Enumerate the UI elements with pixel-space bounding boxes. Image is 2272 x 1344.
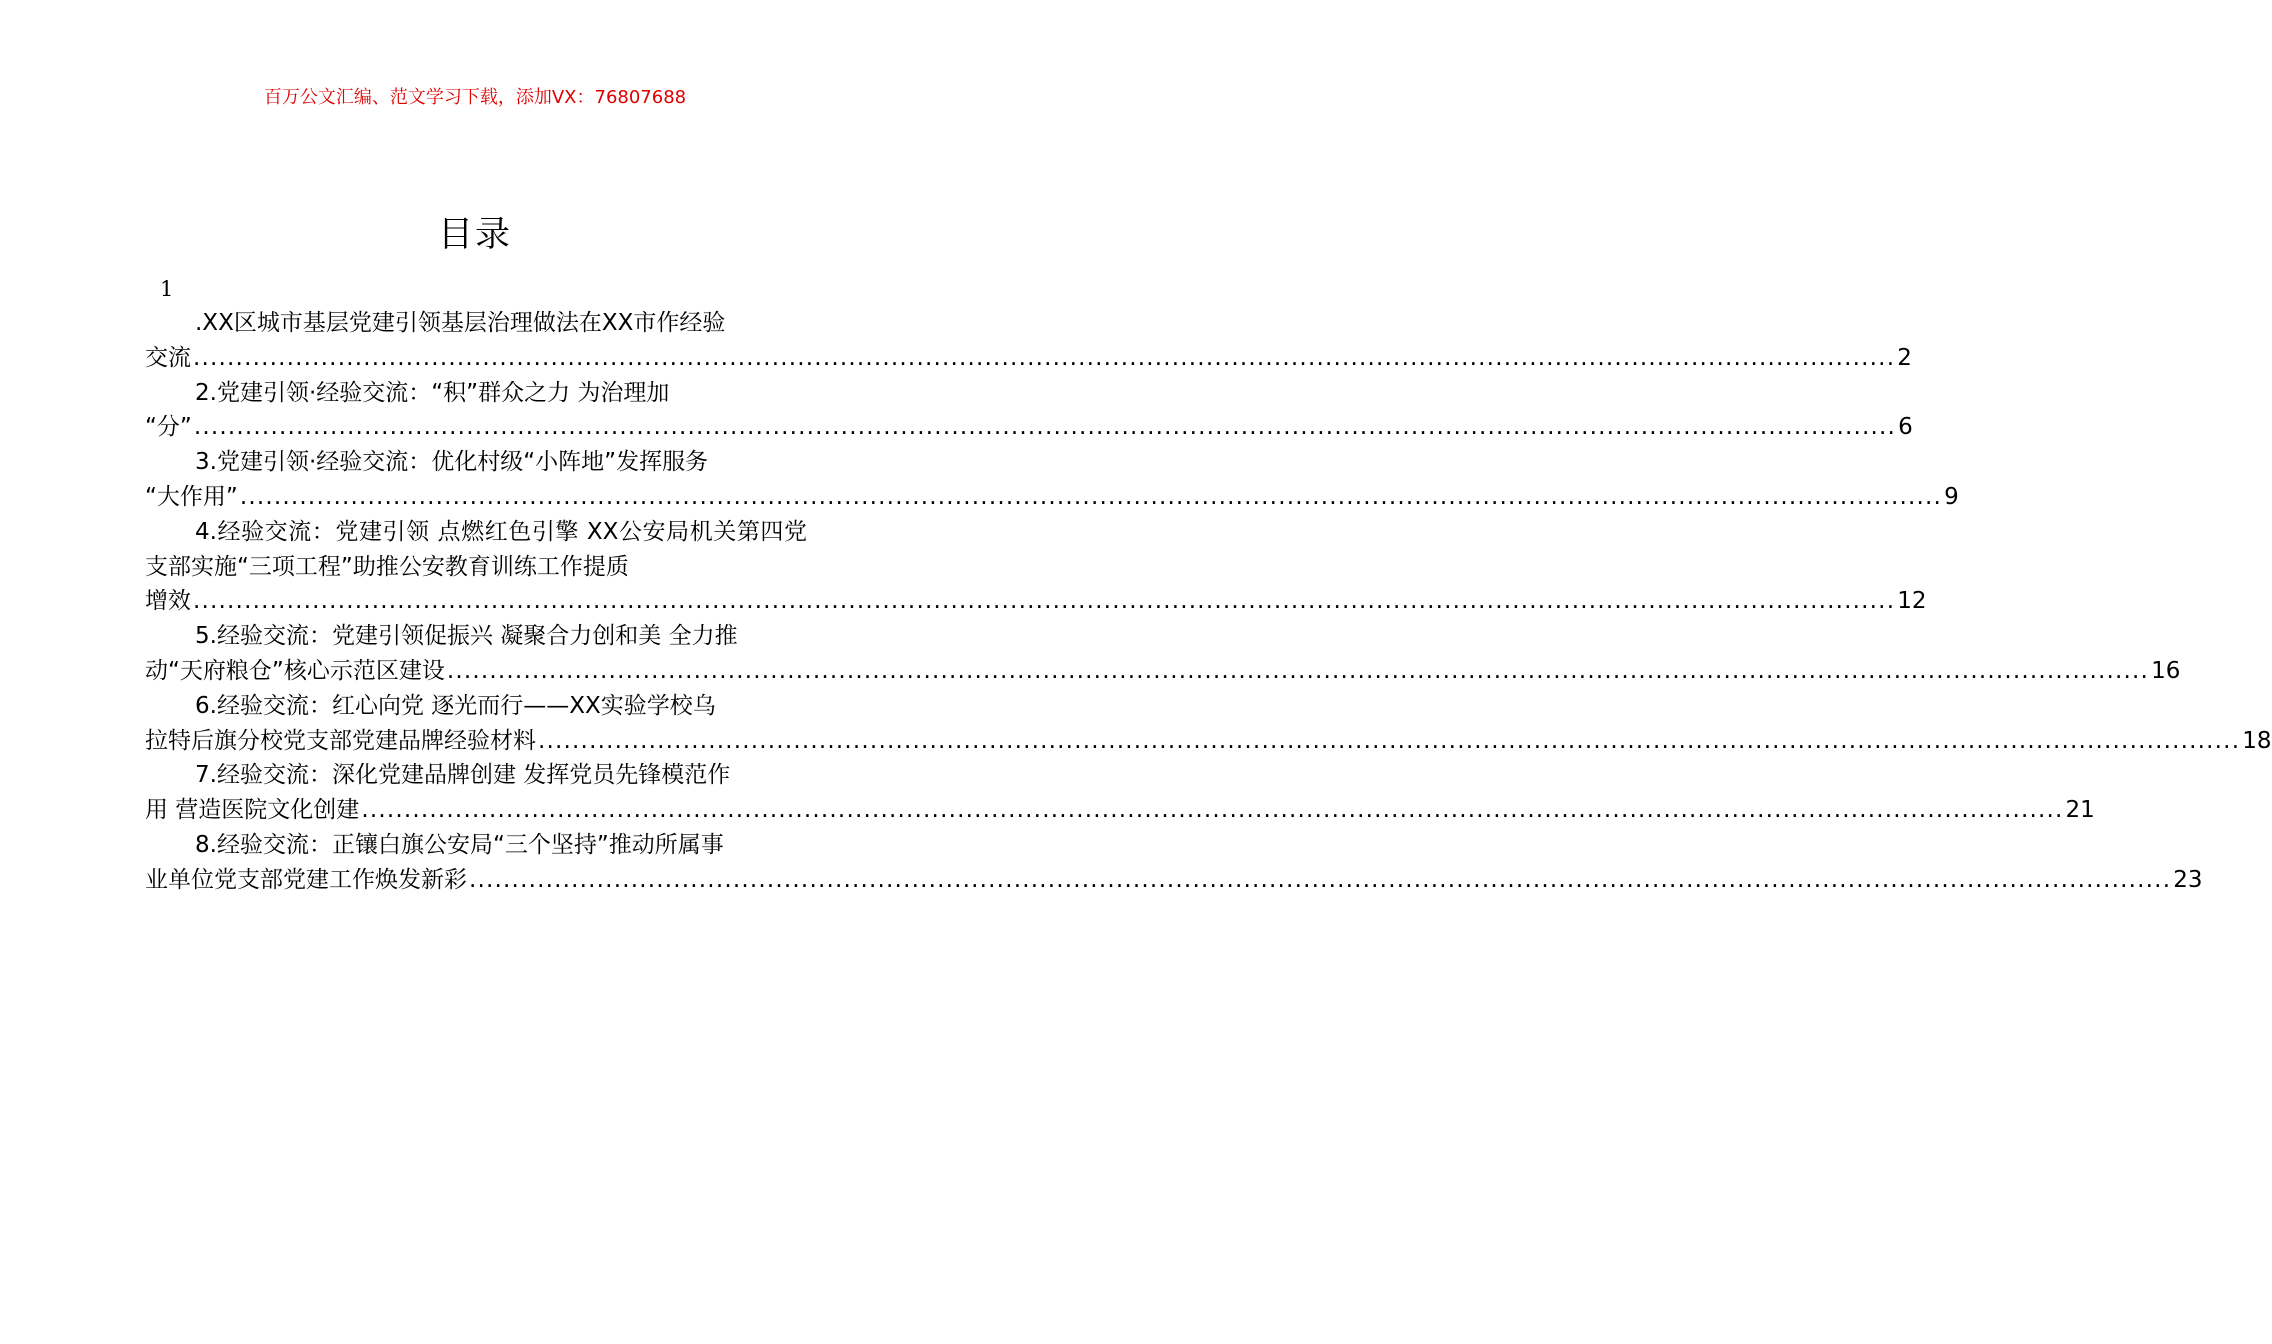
toc-page-number: 21 [2065, 797, 2095, 824]
toc-page-number: 18 [2242, 727, 2272, 754]
toc-entry-tail: 业单位党支部党建工作焕发新彩 [145, 866, 467, 893]
header-download-note: 百万公文汇编、范文学习下载，添加VX：76807688 [263, 87, 687, 108]
toc-leader-dots: ........................................................................................................................................................................................................ [469, 866, 2172, 893]
toc-leader-dots: ........................................................................................................................................................................................................ [538, 727, 2241, 754]
toc-leader-dots: ........................................................................................................................................................................................................ [239, 483, 1943, 510]
toc-page-number: 16 [2151, 657, 2181, 684]
toc-entry-lead: 7.经验交流：深化党建品牌创建 发挥党员先锋模范作 [195, 762, 731, 789]
toc-leader-dots: ........................................................................................................................................................................................................ [193, 344, 1896, 371]
toc-entry-tail: “大作用” [145, 483, 238, 510]
toc-entry-last-line [145, 341, 1912, 376]
toc-entry-lead: .XX区城市基层党建引领基层治理做法在XX市作经验 [195, 310, 726, 336]
toc-entry-2[interactable] [145, 376, 1913, 446]
toc-entry-lead: 2.党建引领·经验交流：“积”群众之力 为治理加 [195, 379, 670, 406]
toc-leader-dots: ........................................................................................................................................................................................................ [193, 414, 1897, 441]
toc-entry-tail: 动“天府粮仓”核心示范区建设 [145, 657, 445, 684]
toc-title: 目录 [437, 215, 512, 255]
toc-entry-last-line [145, 793, 2095, 828]
toc-entry-last-line [145, 654, 2181, 689]
toc-page-number: 12 [1897, 588, 1927, 615]
toc-page-number: 9 [1944, 483, 1959, 510]
table-of-contents [145, 306, 2272, 898]
toc-entry-lead: 5.经验交流：党建引领促振兴 凝聚合力创和美 全力推 [195, 623, 738, 650]
toc-entry-5[interactable] [145, 619, 2181, 689]
toc-entry-tail: “分” [145, 414, 192, 441]
toc-entry-last-line [145, 410, 1913, 445]
toc-entry-last-line [145, 863, 2203, 898]
toc-page-number: 2 [1897, 344, 1912, 371]
toc-leader-dots: ........................................................................................................................................................................................................ [361, 797, 2064, 824]
toc-entry-7[interactable] [145, 758, 2095, 828]
toc-first-number: 1 [160, 277, 174, 301]
toc-entry-lead: 3.党建引领·经验交流：优化村级“小阵地”发挥服务 [195, 449, 709, 476]
toc-leader-dots: ........................................................................................................................................................................................................ [446, 657, 2150, 684]
toc-entry-tail: 拉特后旗分校党支部党建品牌经验材料 [145, 727, 536, 754]
toc-entry-last-line [145, 724, 2272, 759]
toc-entry-4[interactable] [145, 515, 1927, 619]
toc-entry-8[interactable] [145, 828, 2203, 898]
toc-leader-dots: ........................................................................................................................................................................................................ [193, 588, 1896, 615]
toc-entry-6[interactable] [145, 689, 2272, 759]
toc-entry-tail: 用 营造医院文化创建 [145, 797, 360, 824]
toc-page-number: 6 [1898, 414, 1913, 441]
toc-entry-lead: 6.经验交流：红心向党 逐光而行——XX实验学校乌 [195, 692, 716, 719]
toc-entry-last-line [145, 584, 1927, 619]
toc-entry-tail: 增效 [145, 588, 191, 615]
toc-entry-3[interactable] [145, 445, 1959, 515]
toc-page-number: 23 [2173, 866, 2203, 893]
toc-entry-1[interactable] [145, 306, 1912, 376]
toc-entry-lead: 8.经验交流：正镶白旗公安局“三个坚持”推动所属事 [195, 831, 724, 858]
toc-entry-lead: 4.经验交流：党建引领 点燃红色引擎 XX公安局机关第四党支部实施“三项工程”助推公安教育训练工作提质 [145, 518, 807, 580]
toc-entry-tail: 交流 [145, 344, 191, 371]
toc-entry-last-line [145, 480, 1959, 515]
